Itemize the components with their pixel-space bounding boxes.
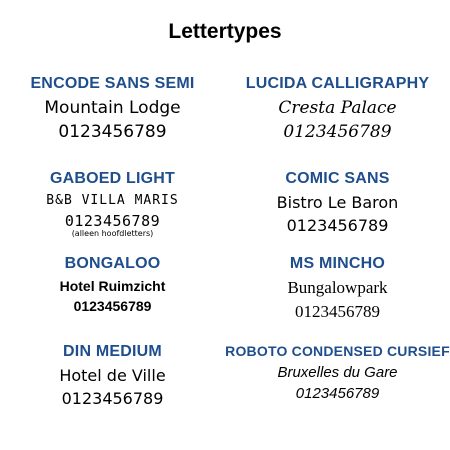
font-name: MS MINCHO (289, 255, 386, 272)
font-name: ROBOTO CONDENSED CURSIEF (225, 343, 450, 359)
font-note: (alleen hoofdletters) (71, 229, 154, 238)
font-digits: 0123456789 (295, 302, 380, 321)
font-block-roboto-condensed-cursief (225, 343, 450, 402)
font-sample: Bungalowpark (287, 278, 388, 297)
font-name: BONGALOO (64, 255, 161, 272)
font-block-bongaloo (0, 255, 225, 314)
page-title: Lettertypes (168, 20, 282, 43)
font-digits: 0123456789 (64, 212, 161, 230)
font-sample: Hotel de Ville (59, 366, 166, 385)
font-block-ms-mincho (225, 255, 450, 322)
font-block-comic-sans (225, 170, 450, 235)
font-block-encode-sans-semi (0, 75, 225, 142)
font-digits: 0123456789 (295, 385, 380, 402)
font-digits: 0123456789 (61, 389, 164, 408)
font-sample: Cresta Palace (278, 98, 397, 118)
font-block-lucida-calligraphy (225, 75, 450, 142)
font-digits: 0123456789 (283, 122, 392, 142)
font-sample: B&B VILLA MARIS (46, 193, 179, 208)
font-name: LUCIDA CALLIGRAPHY (245, 75, 430, 92)
font-digits: 0123456789 (286, 216, 389, 235)
font-block-gaboed-light (0, 170, 225, 238)
font-name: ENCODE SANS SEMI (30, 75, 195, 92)
font-name: COMIC SANS (285, 170, 390, 187)
font-sample: Bistro Le Baron (276, 193, 399, 212)
font-sample: Bruxelles du Gare (277, 364, 398, 381)
font-name: DIN MEDIUM (63, 343, 162, 360)
font-digits: 0123456789 (58, 122, 167, 142)
font-sample: Hotel Ruimzicht (59, 278, 166, 294)
font-block-din-medium (0, 343, 225, 408)
font-name: GABOED LIGHT (49, 170, 176, 187)
font-digits: 0123456789 (73, 298, 152, 314)
font-sample: Mountain Lodge (44, 98, 181, 118)
